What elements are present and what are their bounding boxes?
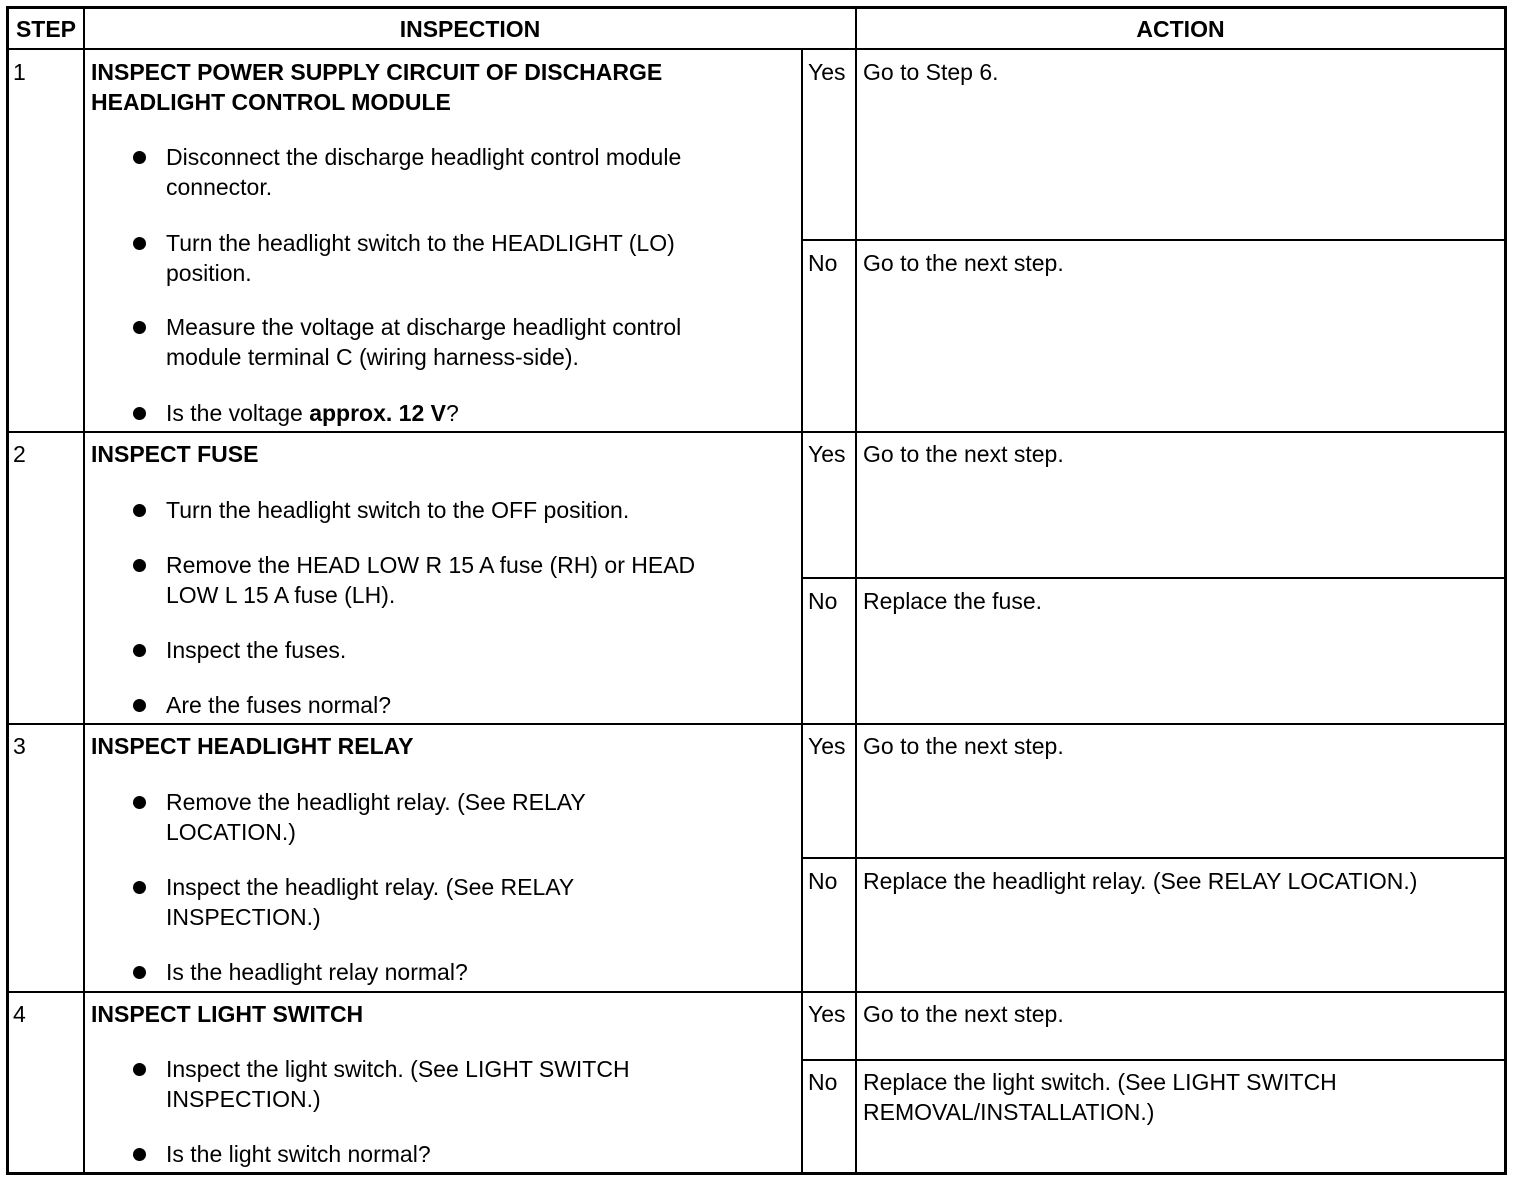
header-inspection: INSPECTION: [399, 16, 541, 42]
yes-label: Yes: [808, 1001, 846, 1027]
yes-action: Go to the next step.: [863, 733, 1064, 759]
no-label: No: [808, 588, 838, 614]
no-action: Replace the headlight relay. (See RELAY LOCATION.): [863, 868, 1418, 894]
no-action: Go to the next step.: [863, 250, 1064, 276]
bullet-icon: [133, 1063, 146, 1076]
bullet-icon: [133, 796, 146, 809]
step-title-line: INSPECT HEADLIGHT RELAY: [91, 733, 414, 759]
yesno-divider-3: [801, 857, 1504, 859]
bullet-icon: [133, 644, 146, 657]
bullet-icon: [133, 237, 146, 250]
yesno-divider-4: [801, 1059, 1504, 1061]
no-action: Replace the fuse.: [863, 588, 1043, 614]
bullet-icon: [133, 321, 146, 334]
bullet-icon: [133, 151, 146, 164]
step-number: 4: [13, 1001, 26, 1027]
step-title-line: INSPECT POWER SUPPLY CIRCUIT OF DISCHARGE: [91, 59, 663, 85]
row-divider-2: [9, 723, 1504, 725]
no-label: No: [808, 868, 838, 894]
bullet-icon: [133, 699, 146, 712]
yes-action: Go to Step 6.: [863, 59, 999, 85]
yes-action: Go to the next step.: [863, 441, 1064, 467]
yes-label: Yes: [808, 59, 846, 85]
yesno-column-divider: [801, 48, 803, 1172]
step-number: 3: [13, 733, 26, 759]
bullet-icon: [133, 559, 146, 572]
bullet-icon: [133, 881, 146, 894]
yesno-divider-1: [801, 239, 1504, 241]
step-title-line: HEADLIGHT CONTROL MODULE: [91, 89, 451, 115]
yes-label: Yes: [808, 733, 846, 759]
header-step: STEP: [15, 16, 77, 42]
no-label: No: [808, 250, 838, 276]
step-number: 1: [13, 59, 26, 85]
step-title-line: INSPECT LIGHT SWITCH: [91, 1001, 364, 1027]
action-column-divider: [855, 9, 857, 1172]
yes-action: Go to the next step.: [863, 1001, 1064, 1027]
row-divider-1: [9, 431, 1504, 433]
bullet-icon: [133, 966, 146, 979]
step-column-divider: [83, 9, 85, 1172]
yesno-divider-2: [801, 577, 1504, 579]
no-label: No: [808, 1069, 838, 1095]
header-action: ACTION: [1136, 16, 1225, 42]
step-title-line: INSPECT FUSE: [91, 441, 259, 467]
yes-label: Yes: [808, 441, 846, 467]
step-number: 2: [13, 441, 26, 467]
diagnostic-table: STEP INSPECTION ACTION 1 INSPECT POWER SUPPLY CIRCUIT OF DISCHARGE HEADLIGHT CONTROL MODULE Disconnect the discharge headlight control module connector. Turn the headlight switch to the HEADLIGHT (LO) position. Measure the voltage at discharge headlight control module terminal C (wiring harness-side). Is the voltage approx. 12 V? Yes Go to Step 6. No Go to the next step. 2 INSPECT FUSE Turn the headlight switch to the OFF position. Remove the HEAD LOW R 15 A fuse (RH) or HEAD LOW L 15 A fuse (LH). Inspect the fuses. Are the fuses normal? Yes Go to the next step. No Replace the fuse. 3 INSPECT HEADLIGHT RELAY Remove the headlight relay. (See RELAY LOCATION.) Inspect the headlight relay. (See RELAY INSPECTION.) Is the headlight relay normal? Yes Go to the next step. No Replace the headlight relay. (See RELAY LOCATION.) 4 INSPECT LIGHT SWITCH Inspect the light switch. (See LIGHT SWITCH INSPECTION.) Is the light switch normal? Yes Go to the next step. No Replace the light switch. (See LIGHT SWITCH REMOVAL/INSTALLATION.): [6, 6, 1507, 1175]
bullet-icon: [133, 504, 146, 517]
row-divider-3: [9, 991, 1504, 993]
bullet-icon: [133, 1148, 146, 1161]
bullet-icon: [133, 407, 146, 420]
no-action: Replace the light switch. (See LIGHT SWITCH REMOVAL/INSTALLATION.): [863, 1069, 1337, 1125]
